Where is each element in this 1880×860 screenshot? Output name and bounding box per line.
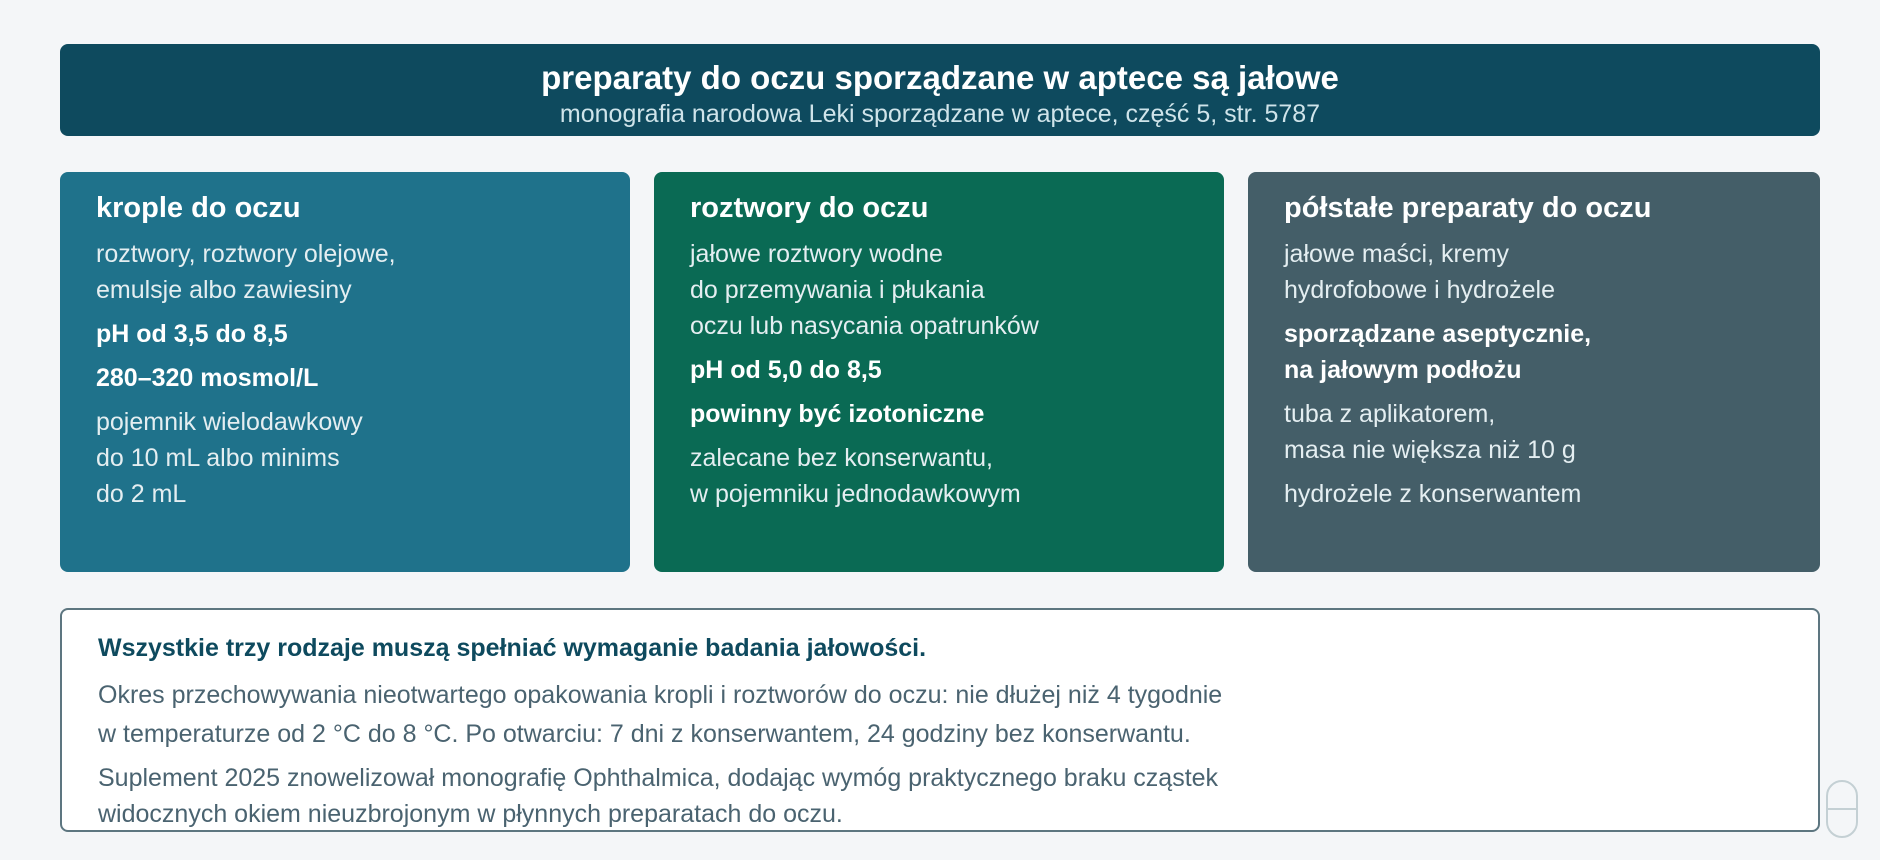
text-line: na jałowym podłożu: [1284, 356, 1522, 384]
text-line: Suplement 2025 znowelizował monografię Ophthalmica, dodając wymóg praktycznego braku cząstek: [98, 764, 1219, 792]
card-requirement: 280–320 mosmol/L: [96, 364, 319, 392]
text-line: sporządzane aseptycznie,: [1284, 320, 1592, 348]
card-description: [690, 236, 1188, 344]
note-paragraph-supplement: [98, 760, 1782, 832]
card-title: roztwory do oczu: [690, 192, 929, 224]
card-description: [96, 236, 594, 308]
header-banner: [60, 44, 1820, 136]
text-line: hydrofobowe i hydrożele: [1284, 276, 1555, 304]
card-requirement: pH od 3,5 do 8,5: [96, 320, 288, 348]
card-packaging: [1284, 396, 1784, 468]
card-extra: hydrożele z konserwantem: [1284, 480, 1582, 508]
capsule-icon: [1826, 780, 1858, 838]
note-lead: Wszystkie trzy rodzaje muszą spełniać wymaganie badania jałowości.: [98, 634, 927, 662]
page-title: preparaty do oczu sporządzane w aptece są jałowe: [541, 59, 1339, 96]
text-line: do przemywania i płukania: [690, 276, 985, 304]
card-description: [1284, 236, 1784, 308]
text-line: tuba z aplikatorem,: [1284, 400, 1496, 428]
text-line: jałowe roztwory wodne: [690, 240, 943, 268]
text-line: pojemnik wielodawkowy: [96, 408, 363, 436]
card-packaging: [690, 440, 1188, 512]
card-title: półstałe preparaty do oczu: [1284, 192, 1652, 224]
card-requirement: powinny być izotoniczne: [690, 400, 985, 428]
text-line: roztwory, roztwory olejowe,: [96, 240, 396, 268]
text-line: w temperaturze od 2 °C do 8 °C. Po otwarciu: 7 dni z konserwantem, 24 godziny bez konserwantu.: [98, 720, 1191, 748]
text-line: widocznych okiem nieuzbrojonym w płynnych preparatach do oczu.: [98, 800, 843, 828]
text-line: do 10 mL albo minims: [96, 444, 340, 472]
text-line: jałowe maści, kremy: [1284, 240, 1510, 268]
card-eye-drops: [60, 172, 630, 572]
note-paragraph-storage: [98, 676, 1782, 754]
card-semisolid-preparations: [1248, 172, 1820, 572]
card-title: krople do oczu: [96, 192, 301, 224]
text-line: zalecane bez konserwantu,: [690, 444, 993, 472]
card-requirement: [1284, 316, 1784, 388]
text-line: w pojemniku jednodawkowym: [690, 480, 1021, 508]
text-line: Okres przechowywania nieotwartego opakowania kropli i roztworów do oczu: nie dłużej niż 4 tygodnie: [98, 681, 1223, 709]
sterility-note: [60, 608, 1820, 832]
text-line: masa nie większa niż 10 g: [1284, 436, 1576, 464]
card-eye-solutions: [654, 172, 1224, 572]
card-packaging: [96, 404, 594, 512]
text-line: emulsje albo zawiesiny: [96, 276, 352, 304]
text-line: do 2 mL: [96, 480, 187, 508]
card-requirement: pH od 5,0 do 8,5: [690, 356, 882, 384]
text-line: oczu lub nasycania opatrunków: [690, 312, 1039, 340]
page-subtitle: monografia narodowa Leki sporządzane w aptece, część 5, str. 5787: [559, 100, 1321, 128]
